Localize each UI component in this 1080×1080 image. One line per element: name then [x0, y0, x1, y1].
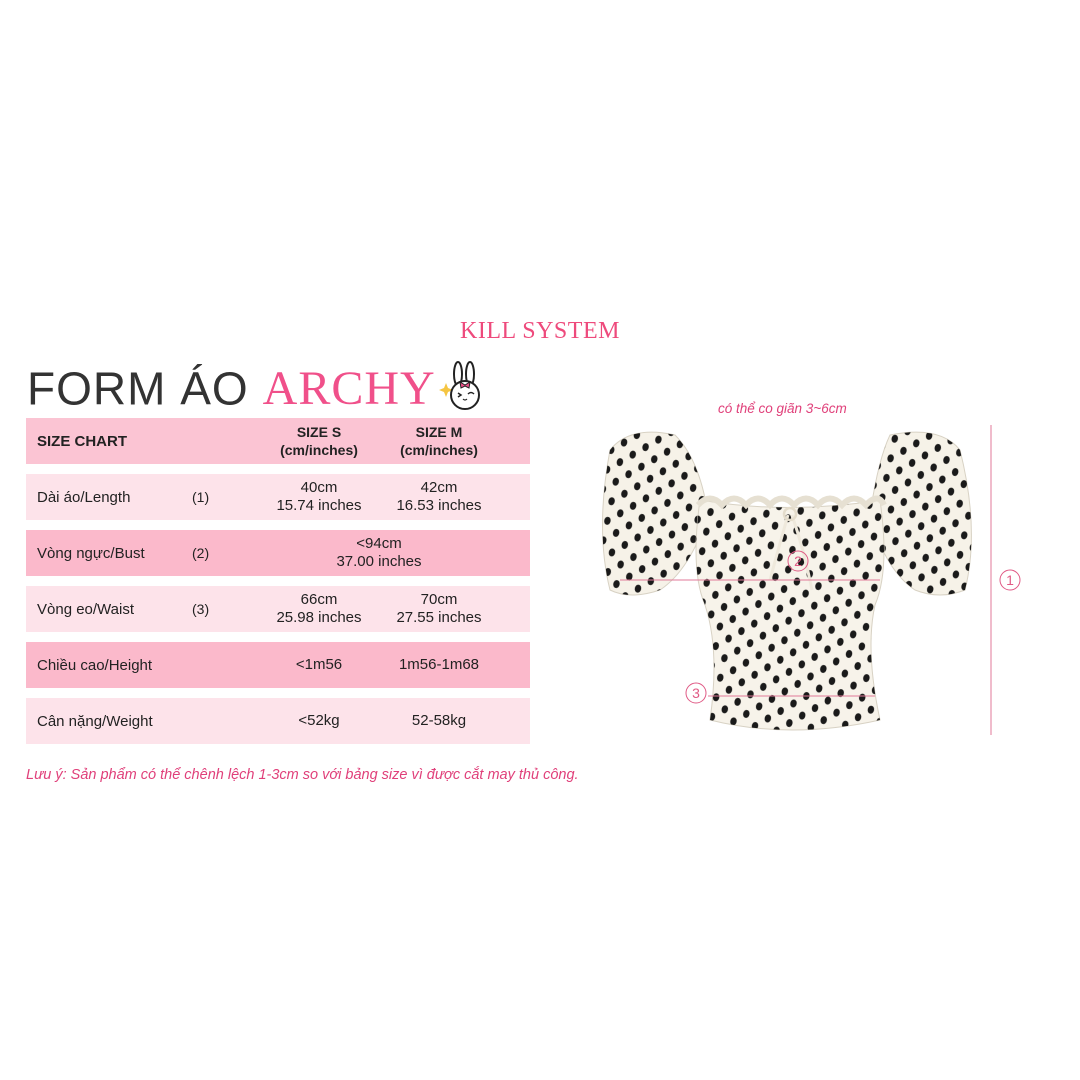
row-size-s: <52kg — [298, 712, 340, 729]
stretch-note: có thể co giãn 3~6cm — [718, 401, 847, 416]
row-size-s: 66cm 25.98 inches — [276, 591, 362, 626]
row-size-s: 40cm 15.74 inches — [276, 479, 362, 514]
product-image — [590, 420, 1050, 755]
row-label: Cân nặng/Weight — [37, 712, 153, 730]
marker-1-icon — [1000, 570, 1020, 590]
svg-text:2: 2 — [794, 553, 802, 569]
table-row — [26, 586, 530, 632]
size-note: Lưu ý: Sản phẩm có thể chênh lệch 1-3cm so với bảng size vì được cắt may thủ công. — [26, 767, 579, 783]
table-header-row — [26, 418, 530, 464]
row-label: Chiều cao/Height — [37, 656, 153, 674]
row-marker: (2) — [192, 545, 210, 561]
header-size-s: SIZE S (cm/inches) — [280, 424, 358, 458]
svg-text:1: 1 — [1006, 572, 1014, 588]
row-size-m: 42cm 16.53 inches — [396, 479, 482, 514]
brand-logo: KILL SYSTEM — [460, 318, 620, 344]
table-row — [26, 642, 530, 688]
row-size-s: <1m56 — [295, 656, 343, 673]
header-size-m: SIZE M (cm/inches) — [400, 424, 478, 458]
page-title — [27, 360, 484, 416]
marker-3-icon — [686, 683, 706, 703]
row-marker: (3) — [192, 601, 210, 617]
row-marker: (1) — [192, 489, 210, 505]
row-size-m: 1m56-1m68 — [398, 656, 480, 673]
svg-text:3: 3 — [692, 685, 700, 701]
row-label: Vòng eo/Waist — [37, 600, 134, 618]
header-label: SIZE CHART — [37, 432, 127, 450]
row-size-m: 70cm 27.55 inches — [396, 591, 482, 626]
table-row — [26, 698, 530, 744]
table-row — [26, 530, 530, 576]
row-label: Vòng ngực/Bust — [37, 544, 145, 562]
table-row — [26, 474, 530, 520]
row-size-all: <94cm 37.00 inches — [336, 535, 422, 570]
title-prefix: FORM ÁO — [27, 362, 249, 415]
title-name: ARCHY — [262, 362, 436, 415]
row-size-m: 52-58kg — [411, 712, 467, 729]
bunny-icon — [438, 360, 484, 417]
row-label: Dài áo/Length — [37, 488, 131, 506]
